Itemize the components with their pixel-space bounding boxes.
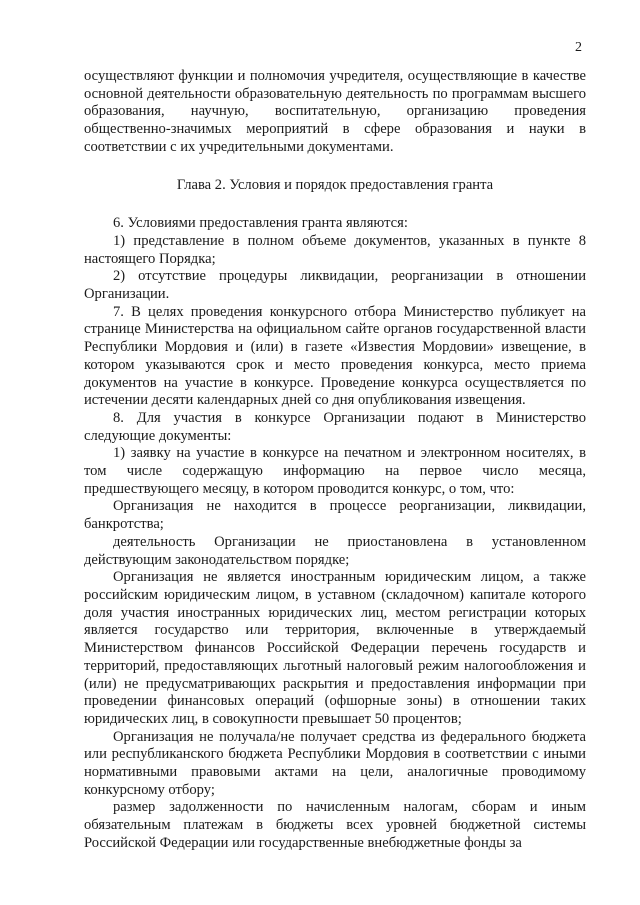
- document-body: [84, 68, 586, 853]
- paragraph-subitem-6-1: 1) представление в полном объеме документов, указанных в пункте 8 настоящего Порядка;: [84, 232, 586, 267]
- paragraph-condition-debt: размер задолженности по начисленным налогам, сборам и иным обязательным платежам в бюджеты всех уровней бюджетной системы Российской Федерации или государственные внебюджетные фонды за: [84, 799, 586, 851]
- paragraph-condition-budget-funds: Организация не получала/не получает средства из федерального бюджета или республиканского бюджета Республики Мордовия в соответствии с иными нормативными правовыми актами на цели, аналогичные проводимому конкурсному отбору;: [84, 728, 586, 798]
- paragraph-item-8: 8. Для участия в конкурсе Организации подают в Министерство следующие документы:: [84, 409, 586, 444]
- paragraph-subitem-8-1: 1) заявку на участие в конкурсе на печатном и электронном носителях, в том числе содержащую информацию на первое число месяца, предшествующего месяцу, в котором проводится конкурс, о том, что:: [84, 445, 586, 497]
- paragraph-item-7: 7. В целях проведения конкурсного отбора Министерство публикует на странице Министерства на официальном сайте органов государственной власти Республики Мордовия и (или) в газете «Известия Мордовии» извещение, в котором указываются срок и место проведения конкурса, место приема документов на участие в конкурсе. Проведение конкурса осуществляется по истечении десяти календарных дней со дня опубликования извещения.: [84, 303, 586, 409]
- paragraph-condition-reorganization: Организация не находится в процессе реорганизации, ликвидации, банкротства;: [84, 498, 586, 533]
- paragraph-item-6: 6. Условиями предоставления гранта являются:: [113, 215, 408, 232]
- chapter-heading: Глава 2. Условия и порядок предоставления гранта: [176, 176, 494, 193]
- paragraph-continuation: осуществляют функции и полномочия учредителя, осуществляющие в качестве основной деятельности образовательную деятельность по программам высшего образования, научную, воспитательную, организацию проведения общественно-значимых мероприятий в сфере образования и науки в соответствии с их учредительными документами.: [84, 68, 586, 155]
- page-number: 2: [575, 40, 582, 55]
- paragraph-subitem-6-2: 2) отсутствие процедуры ликвидации, реорганизации в отношении Организации.: [84, 268, 586, 303]
- paragraph-condition-activity: деятельность Организации не приостановлена в установленном действующим законодательством порядке;: [84, 533, 586, 568]
- paragraph-condition-foreign-entity: Организация не является иностранным юридическим лицом, а также российским юридическим лицом, в уставном (складочном) капитале которого доля участия иностранных юридических лиц, местом регистрации которых является государство или территория, включенные в утверждаемый Министерством финансов Российской Федерации перечень государств и территорий, предоставляющих льготный налоговый режим налогообложения и (или) не предусматривающих раскрытия и предоставления информации при проведении финансовых операций (офшорные зоны) в отношении таких юридических лиц, в совокупности превышает 50 процентов;: [84, 569, 586, 727]
